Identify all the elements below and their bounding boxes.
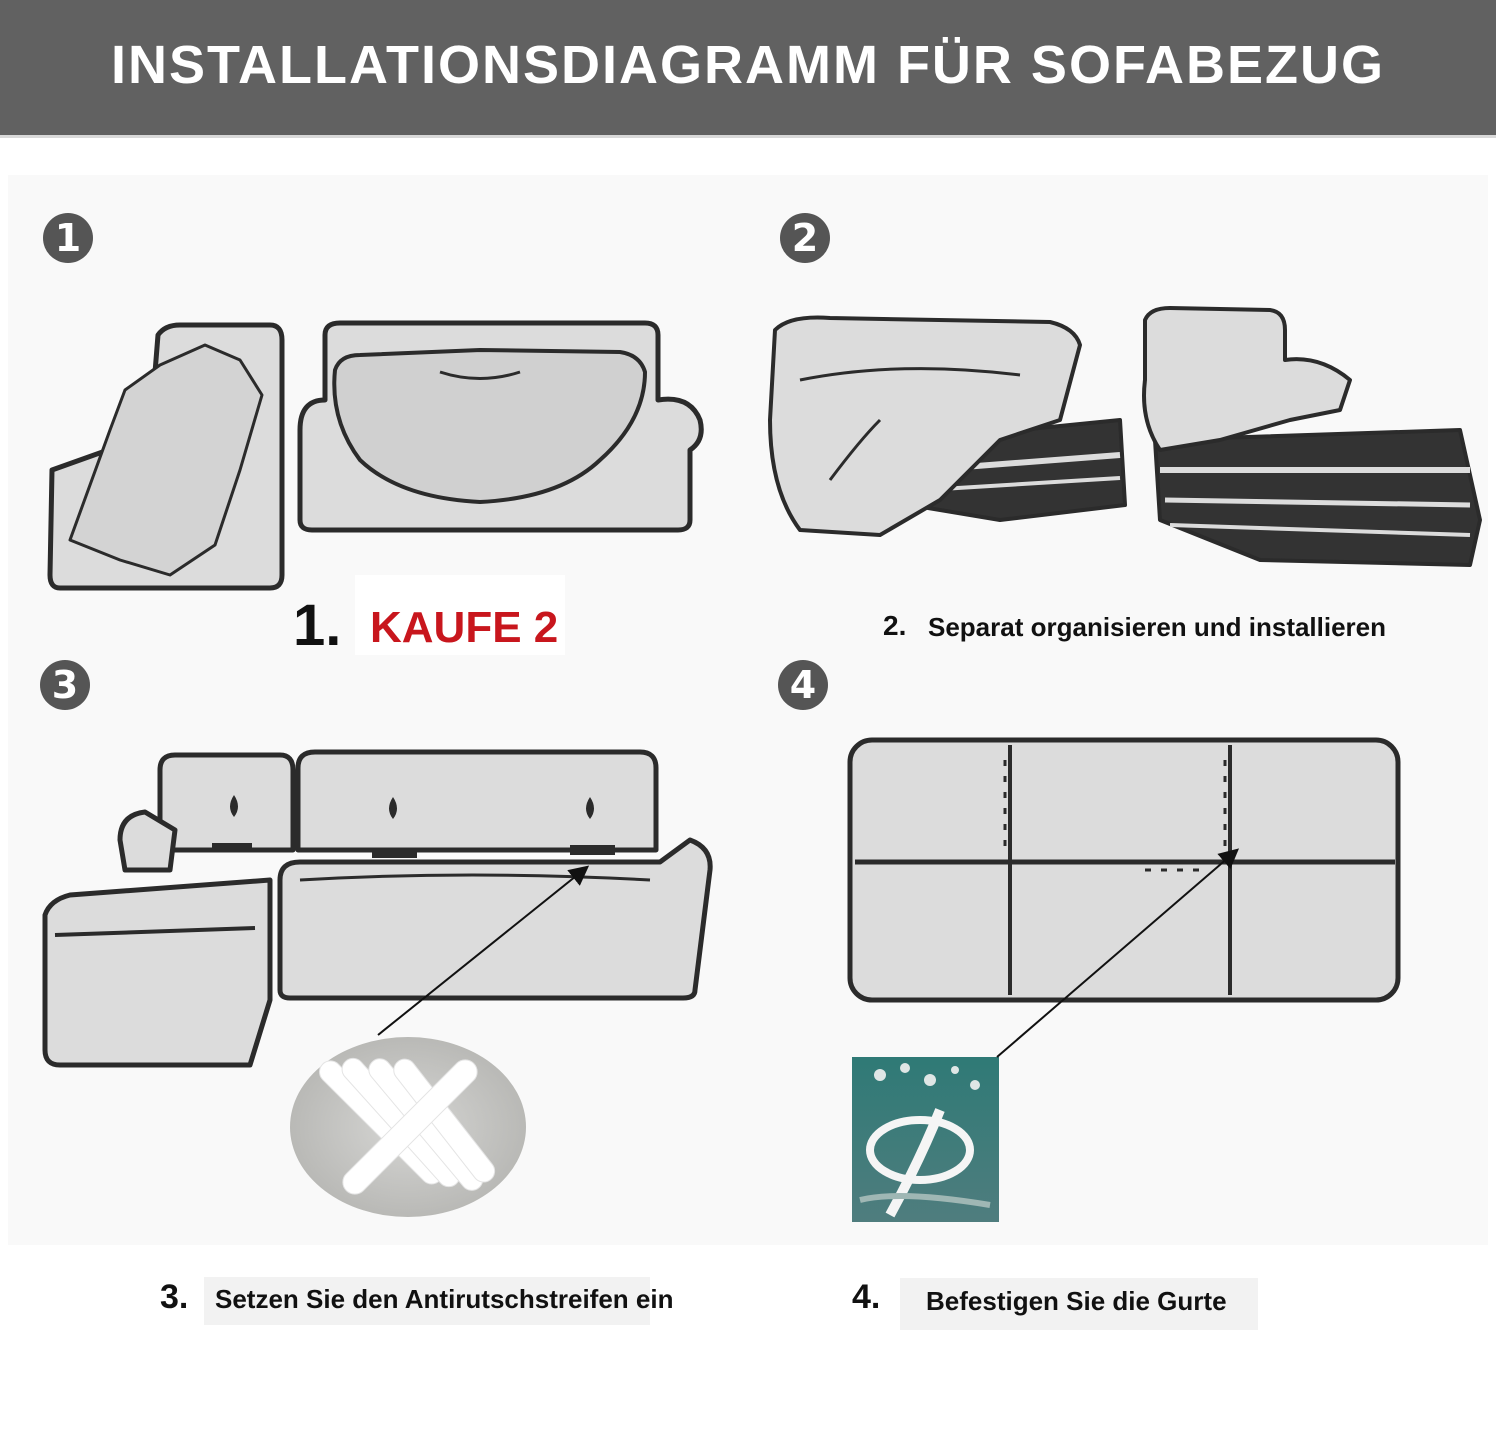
- step-4-text: Befestigen Sie die Gurte: [926, 1286, 1227, 1316]
- anti-slip-strips-photo: [290, 1037, 526, 1217]
- step-3-badge: 3: [40, 660, 90, 710]
- step-3-text: Setzen Sie den Antirutschstreifen ein: [215, 1284, 674, 1314]
- step-1-illustration: [50, 323, 701, 588]
- page-title: INSTALLATIONSDIAGRAMM FÜR SOFABEZUG: [111, 35, 1385, 95]
- step-3-number: 3.: [160, 1278, 189, 1316]
- step-2-badge: 2: [780, 213, 830, 263]
- strap-photo: [852, 1057, 999, 1222]
- step-2-illustration: [770, 308, 1480, 565]
- step-3-illustration: [45, 752, 710, 1065]
- step-1-text: KAUFE 2: [370, 603, 559, 652]
- step-4-badge: 4: [778, 660, 828, 710]
- step-2-text: Separat organisieren und installieren: [928, 612, 1387, 642]
- step-1-number: 1.: [293, 593, 342, 658]
- step-4-number: 4.: [852, 1278, 881, 1316]
- step-2-number: 2.: [883, 610, 907, 641]
- step-1-badge: 1: [43, 213, 93, 263]
- step-4-illustration: [850, 740, 1398, 1000]
